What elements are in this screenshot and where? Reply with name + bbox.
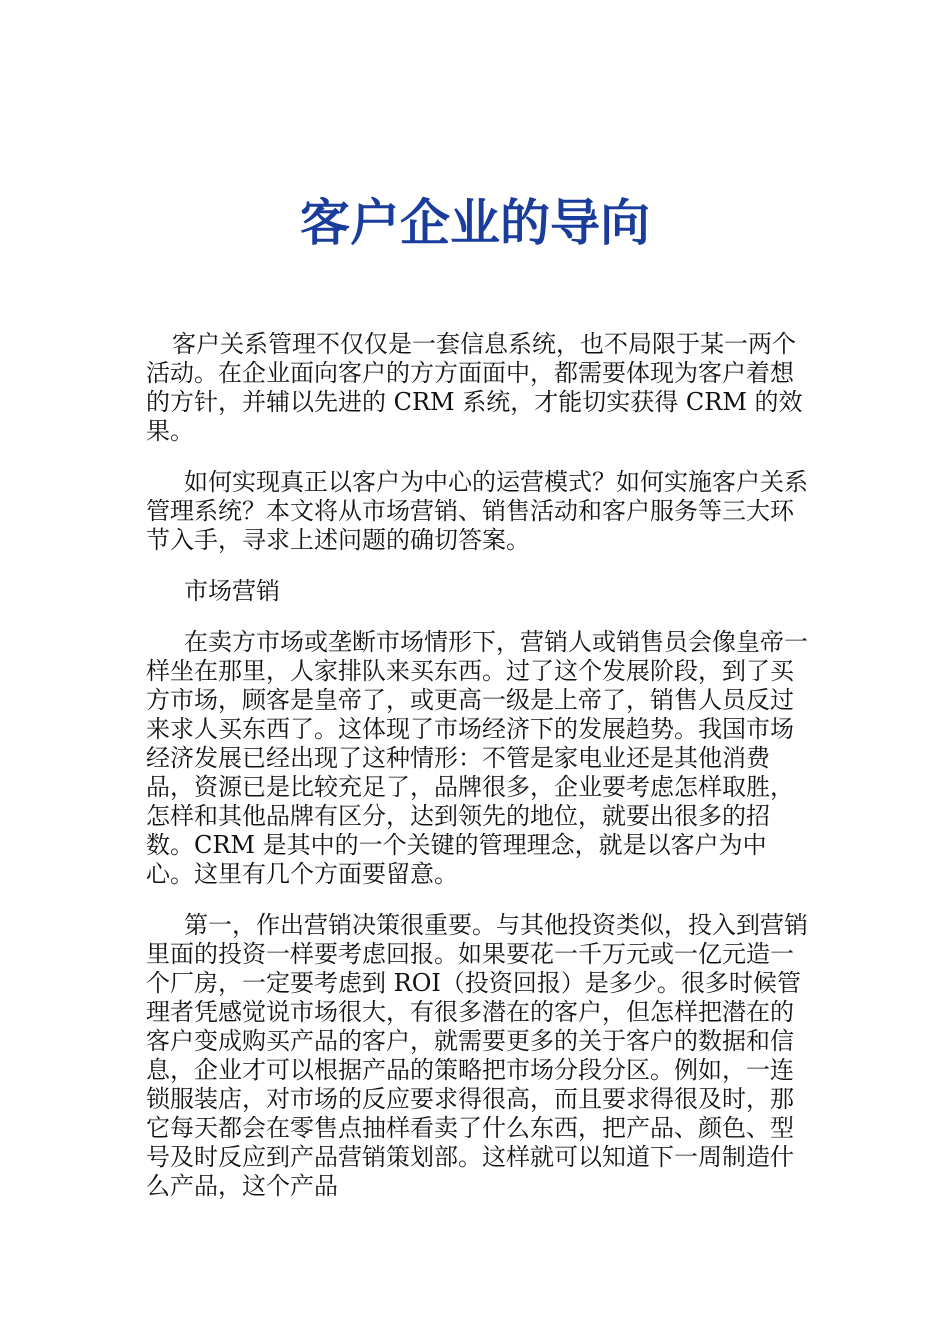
paragraph-question: 如何实现真正以客户为中心的运营模式？如何实施客户关系管理系统？本文将从市场营销、销售活动和客户服务等三大环节入手，寻求上述问题的确切答案。 [146,468,808,554]
paragraph-intro: 客户关系管理不仅仅是一套信息系统，也不局限于某一两个活动。在企业面向客户的方方面面中，都需要体现为客户着想的方针，并辅以先进的 CRM 系统，才能切实获得 CRM 的效果。 [146,330,803,445]
document-body [146,330,810,1223]
paragraph-market-trend: 在卖方市场或垄断市场情形下，营销人或销售员会像皇帝一样坐在那里，人家排队来买东西。过了这个发展阶段，到了买方市场，顾客是皇帝了，或更高一级是上帝了，销售人员反过来求人买东西了。这体现了市场经济下的发展趋势。我国市场经济发展已经出现了这种情形：不管是家电业还是其他消费品，资源已是比较充足了，品牌很多，企业要考虑怎样取胜，怎样和其他品牌有区分，达到领先的地位，就要出很多的招数。CRM 是其中的一个关键的管理理念，就是以客户为中心。这里有几个方面要留意。 [146,628,808,888]
section-heading-marketing: 市场营销 [184,577,280,605]
document-title: 客户企业的导向 [300,193,650,252]
paragraph-marketing-decision: 第一，作出营销决策很重要。与其他投资类似，投入到营销里面的投资一样要考虑回报。如果要花一千万元或一亿元造一个厂房，一定要考虑到 ROI（投资回报）是多少。很多时候管理者凭感觉说市场很大，有很多潜在的客户，但怎样把潜在的客户变成购买产品的客户，就需要更多的关于客户的数据和信息，企业才可以根据产品的策略把市场分段分区。例如，一连锁服装店，对市场的反应要求得很高，而且要求得很及时，那它每天都会在零售点抽样看卖了什么东西，把产品、颜色、型号及时反应到产品营销策划部。这样就可以知道下一周制造什么产品，这个产品 [146,911,808,1200]
